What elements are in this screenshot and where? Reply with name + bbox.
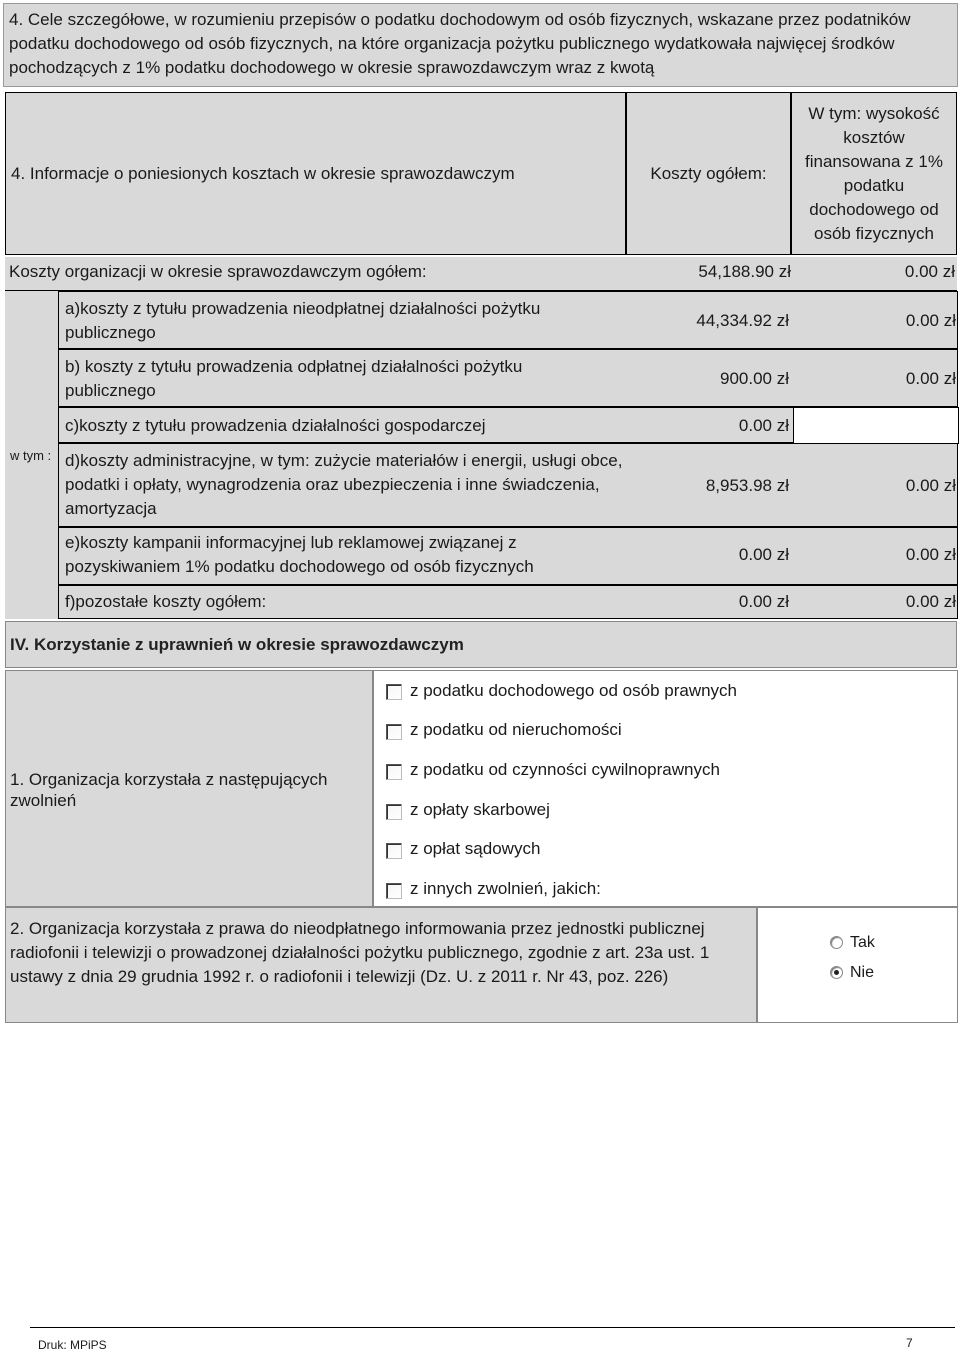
section-header-text: 4. Cele szczegółowe, w rozumieniu przepisów o podatku dochodowym od osób fizycznych, wskazane przez podatników podatku dochodowego od osób fizycznych, na które organizacja pożytku publicznego wydatkowała najwięcej środków pochodzących z 1% podatku dochodowego w okresie sprawozdawczym wraz z kwotą [9, 10, 911, 77]
cost-row-pct-empty [793, 407, 959, 444]
page-number: 7 [906, 1336, 913, 1350]
total-row-pct: 0.00 zł [904, 262, 955, 281]
cost-row-pct: 0.00 zł [905, 311, 956, 330]
col-1pct-header [791, 92, 957, 255]
cost-row [58, 443, 958, 527]
footer-divider [30, 1327, 955, 1328]
q1-label: 1. Organizacja korzystała z następujących zwolnień [10, 770, 328, 810]
exemption-option[interactable] [384, 799, 944, 823]
cost-row-label: a)koszty z tytułu prowadzenia nieodpłatnej działalności pożytku publicznego [65, 299, 541, 342]
exemption-label: z podatku od nieruchomości [410, 720, 622, 739]
col-total-header [626, 92, 791, 255]
q1-label-cell [5, 670, 373, 907]
footer-print-label: Druk: MPiPS [38, 1338, 107, 1352]
cost-row-total: 0.00 zł [738, 545, 789, 564]
cost-row [58, 407, 958, 443]
cost-row-pct: 0.00 zł [905, 545, 956, 564]
total-row-label: Koszty organizacji w okresie sprawozdawczym ogółem: [9, 262, 427, 281]
cost-row-total: 900.00 zł [720, 369, 789, 388]
exemption-label: z podatku od czynności cywilnoprawnych [410, 760, 720, 779]
section-iv-header [5, 621, 957, 668]
radio-label: Nie [850, 964, 875, 981]
w-tym-cell [5, 291, 58, 619]
exemptions-cell [373, 670, 958, 907]
cost-row [58, 527, 958, 585]
costs-title: 4. Informacje o poniesionych kosztach w okresie sprawozdawczym [11, 163, 515, 183]
col-total-label: Koszty ogółem: [650, 163, 767, 183]
radio-selected-icon[interactable] [830, 966, 843, 979]
exemption-option[interactable] [384, 878, 944, 902]
section-iv-title: IV. Korzystanie z uprawnień w okresie sprawozdawczym [10, 634, 464, 654]
checkbox-icon[interactable] [386, 804, 402, 820]
cost-row-total: 8,953.98 zł [705, 476, 789, 495]
exemption-option[interactable] [384, 719, 944, 743]
cost-row-pct: 0.00 zł [905, 476, 956, 495]
radio-option-tak[interactable] [828, 933, 908, 953]
cost-row-total: 44,334.92 zł [696, 311, 789, 330]
cost-row [58, 349, 958, 407]
checkbox-icon[interactable] [386, 724, 402, 740]
exemption-label: z opłat sądowych [410, 839, 541, 858]
cost-row-pct: 0.00 zł [905, 369, 956, 388]
total-row [5, 257, 957, 291]
cost-row [58, 291, 958, 349]
q2-label: 2. Organizacja korzystała z prawa do nieodpłatnego informowania przez jednostki publicznej radiofonii i telewizji o prowadzonej działalności pożytku publicznego, zgodnie z art. 23a ust. 1 ustawy z dnia 29 grudnia 1992 r. o radiofonii i telewizji (Dz. U. z 2011 r. Nr 43, poz. 226) [10, 919, 710, 986]
exemption-label: z opłaty skarbowej [410, 800, 550, 819]
exemption-label: z podatku dochodowego od osób prawnych [410, 681, 738, 700]
checkbox-icon[interactable] [386, 684, 402, 700]
section-header [3, 3, 958, 87]
checkbox-icon[interactable] [386, 883, 402, 899]
exemption-option[interactable] [384, 759, 944, 783]
cost-row-label: b) koszty z tytułu prowadzenia odpłatnej działalności pożytku publicznego [65, 357, 523, 400]
costs-title-cell [5, 92, 626, 255]
cost-row-total: 0.00 zł [738, 592, 789, 611]
q2-options-cell [757, 907, 958, 1023]
cost-row-total: 0.00 zł [738, 416, 789, 435]
q2-label-cell [5, 907, 757, 1023]
cost-row-label: f)pozostałe koszty ogółem: [65, 592, 267, 611]
radio-label: Tak [850, 934, 875, 951]
total-row-total: 54,188.90 zł [698, 262, 791, 281]
cost-row-label: e)koszty kampanii informacyjnej lub reklamowej związanej z pozyskiwaniem 1% podatku dochodowego od osób fizycznych [65, 533, 534, 576]
checkbox-icon[interactable] [386, 843, 402, 859]
cost-row-label: c)koszty z tytułu prowadzenia działalności gospodarczej [65, 416, 486, 435]
col-1pct-label: W tym: wysokość kosztów finansowana z 1% podatku dochodowego od osób fizycznych [805, 103, 943, 243]
exemption-option[interactable] [384, 838, 944, 862]
checkbox-icon[interactable] [386, 764, 402, 780]
radio-icon[interactable] [830, 936, 843, 949]
cost-row-label: d)koszty administracyjne, w tym: zużycie materiałów i energii, usługi obce, podatki i opłaty, wynagrodzenia oraz ubezpieczenia i inne świadczenia, amortyzacja [65, 451, 623, 518]
cost-row-pct: 0.00 zł [905, 592, 956, 611]
w-tym-label: w tym : [10, 448, 52, 463]
cost-row [58, 585, 958, 619]
exemption-label: z innych zwolnień, jakich: [410, 879, 601, 898]
exemption-option[interactable] [384, 679, 944, 703]
radio-option-nie[interactable] [828, 963, 908, 983]
